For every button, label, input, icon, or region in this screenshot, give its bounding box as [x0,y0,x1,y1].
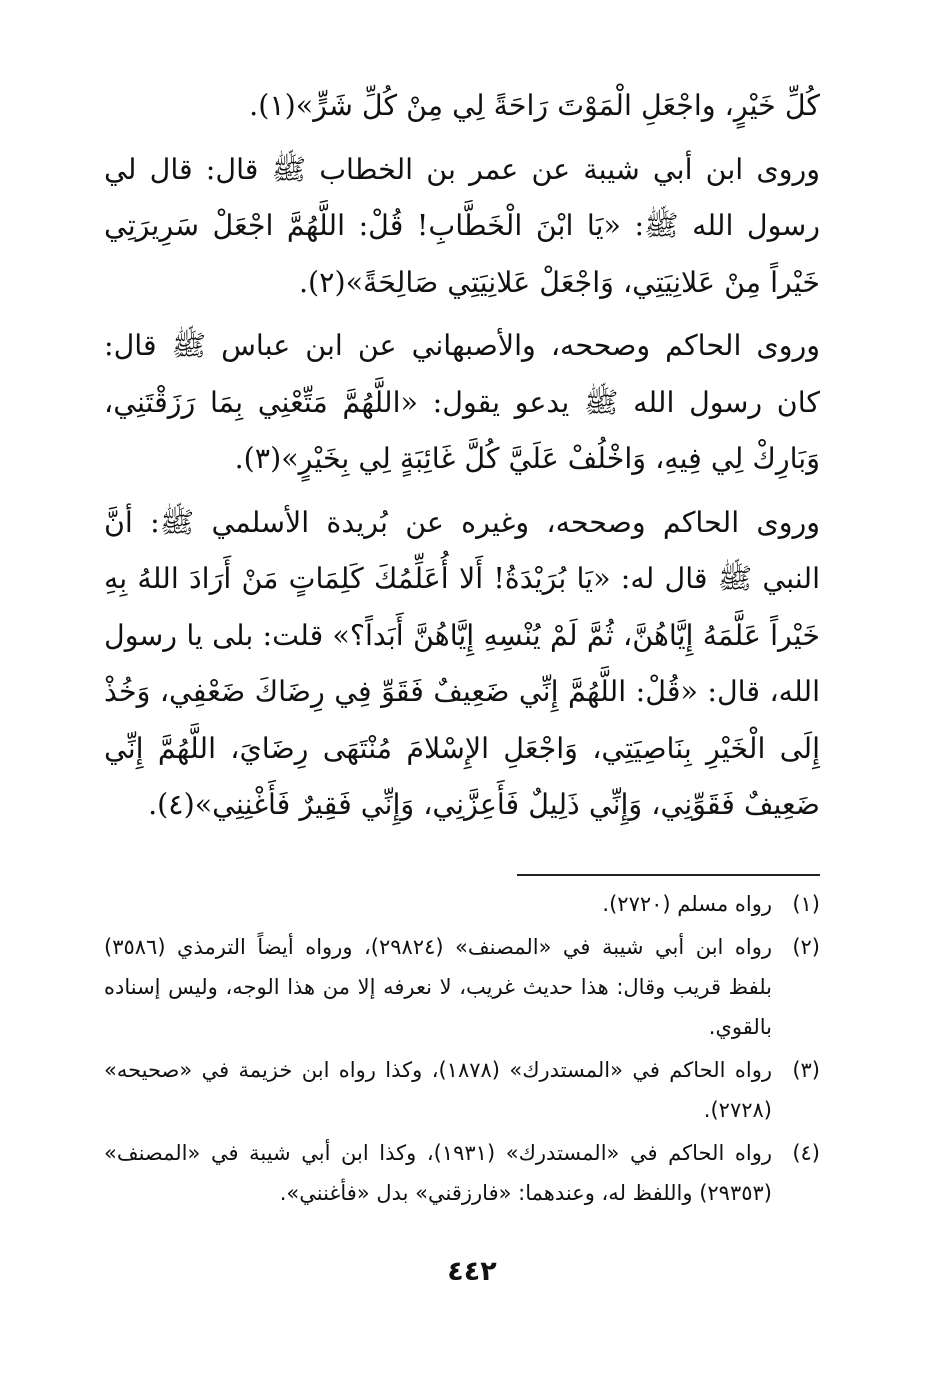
paragraph-4: وروى الحاكم وصححه، وغيره عن بُريدة الأسلمي ﷺ: أنَّ النبي ﷺ قال له: «يَا بُرَيْدَةُ! أَلا أُعَلِّمُكَ كَلِمَاتٍ مَنْ أَرَادَ اللهُ بِهِ خَيْراً عَلَّمَهُ إِيَّاهُنَّ، ثُمَّ لَمْ يُنْسِهِ إِيَّاهُنَّ أَبَداً؟» قلت: بلى يا رسول الله، قال: «قُلْ: اللَّهُمَّ إِنِّي ضَعِيفٌ فَقَوِّ فِي رِضَاكَ ضَعْفِي، وَخُذْ إِلَى الْخَيْرِ بِنَاصِيَتِي، وَاجْعَلِ الإِسْلامَ مُنْتَهَى رِضَايَ، اللَّهُمَّ إِنِّي ضَعِيفٌ فَقَوِّنِي، وَإِنِّي ذَلِيلٌ فَأَعِزَّنِي، وَإِنِّي فَقِيرٌ فَأَغْنِنِي»(٤). [104,505,820,821]
footnote-number: (٣) [792,1058,820,1082]
footnote-2 [104,927,820,1047]
paragraph-2: وروى ابن أبي شيبة عن عمر بن الخطاب ﷺ قال: قال لي رسول الله ﷺ: «يَا ابْنَ الْخَطَّابِ! قُلْ: اللَّهُمَّ اجْعَلْ سَرِيرَتِي خَيْراً مِنْ عَلانِيَتِي، وَاجْعَلْ عَلانِيَتِي صَالِحَةً»(٢). [104,152,820,299]
paragraph-1: كُلِّ خَيْرٍ، واجْعَلِ الْمَوْتَ رَاحَةً لِي مِنْ كُلِّ شَرٍّ»(١). [249,89,820,122]
footnote-1 [104,884,820,924]
page-number: ٤٤٢ [447,1256,497,1287]
footnote-text: رواه الحاكم في «المستدرك» (١٩٣١)، وكذا ابن أبي شيبة في «المصنف» (٢٩٣٥٣) واللفظ له، وعندهما: «فارزقني» بدل «فأغنني». [104,1141,772,1205]
footnote-text: رواه ابن أبي شيبة في «المصنف» (٢٩٨٢٤)، ورواه أيضاً الترمذي (٣٥٨٦) بلفظ قريب وقال: هذا حديث غريب، لا نعرفه إلا من هذا الوجه، وليس إسناده بالقوي. [104,935,773,1039]
footnote-text: رواه مسلم (٢٧٢٠). [602,892,772,916]
footnote-number: (١) [792,892,820,916]
footnote-3 [104,1050,820,1130]
main-text [104,78,820,841]
footnotes [104,884,820,1216]
footnote-number: (٤) [792,1141,820,1165]
footnote-text: رواه الحاكم في «المستدرك» (١٨٧٨)، وكذا رواه ابن خزيمة في «صحيحه» (٢٧٢٨). [104,1058,772,1122]
footnote-number: (٢) [792,935,820,959]
paragraph-3: وروى الحاكم وصححه، والأصبهاني عن ابن عباس ﷺ قال: كان رسول الله ﷺ يدعو يقول: «اللَّهُمَّ مَتِّعْنِي بِمَا رَزَقْتَنِي، وَبَارِكْ لِي فِيهِ، وَاخْلُفْ عَلَيَّ كُلَّ غَائِبَةٍ لِي بِخَيْرٍ»(٣). [104,329,820,475]
footnote-4 [104,1133,820,1213]
footnote-separator [517,874,820,876]
